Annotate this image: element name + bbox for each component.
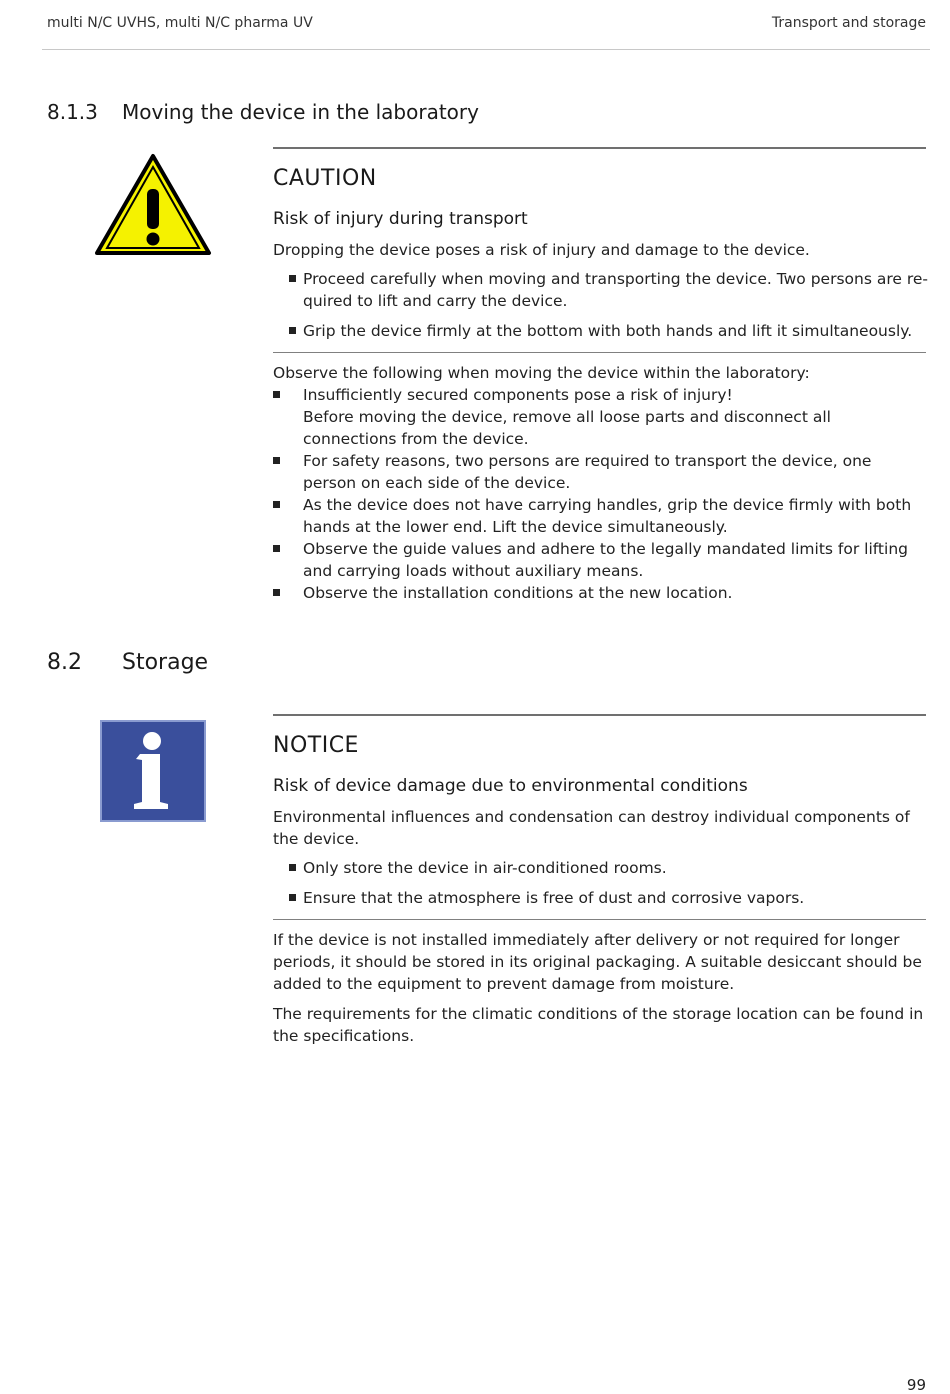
- running-header-left: multi N/C UVHS, multi N/C pharma UV: [47, 15, 313, 31]
- header-divider: [42, 49, 930, 50]
- caution-signal-word: CAUTION: [273, 166, 377, 191]
- list-item: Only store the device in air-conditioned rooms.: [273, 857, 928, 879]
- caution-list: [273, 268, 928, 350]
- info-icon: [100, 720, 206, 822]
- section-title: Moving the device in the laboratory: [122, 100, 479, 124]
- running-header-right: Transport and storage: [771, 15, 926, 31]
- section-title: Storage: [122, 650, 209, 675]
- caution-bottom-rule: [273, 352, 926, 353]
- notice-list: [273, 857, 928, 917]
- warning-triangle-icon: [94, 153, 212, 257]
- list-item: As the device does not have carrying handles, grip the device firmly with both hands at the lower end. Lift the device simultaneously.: [273, 494, 928, 538]
- list-item: Grip the device firmly at the bottom with both hands and lift it simultaneously.: [273, 320, 928, 342]
- section-number: 8.1.3: [47, 100, 98, 124]
- list-item: Proceed carefully when moving and transporting the device. Two persons are re-quired to lift and carry the device.: [273, 268, 928, 312]
- caution-top-rule: [273, 147, 926, 149]
- storage-paragraph: If the device is not installed immediately after delivery or not required for longer periods, it should be stored in its original packaging. A suitable desiccant should be added to the equipment to prevent damage from moisture.: [273, 931, 922, 993]
- list-item: Observe the guide values and adhere to the legally mandated limits for lifting and carrying loads without auxiliary means.: [273, 538, 928, 582]
- notice-bottom-rule: [273, 919, 926, 920]
- page-number: 99: [906, 1376, 926, 1394]
- notice-top-rule: [273, 714, 926, 716]
- section-number: 8.2: [47, 650, 82, 675]
- list-item: Observe the installation conditions at the new location.: [273, 582, 928, 604]
- storage-paragraph: The requirements for the climatic conditions of the storage location can be found in the specifications.: [273, 1005, 924, 1045]
- caution-text: Dropping the device poses a risk of injury and damage to the device.: [273, 241, 810, 259]
- notice-text: Environmental influences and condensation can destroy individual components of the device.: [273, 808, 910, 848]
- moving-list: [273, 384, 928, 604]
- list-item: Insufficiently secured components pose a risk of injury! Before moving the device, remove all loose parts and disconnect all connections from the device.: [273, 384, 928, 450]
- notice-heading: Risk of device damage due to environmental conditions: [273, 776, 748, 796]
- notice-signal-word: NOTICE: [273, 733, 359, 758]
- caution-heading: Risk of injury during transport: [273, 209, 528, 229]
- moving-intro: Observe the following when moving the device within the laboratory:: [273, 364, 810, 382]
- list-item: For safety reasons, two persons are required to transport the device, one person on each side of the device.: [273, 450, 928, 494]
- list-item: Ensure that the atmosphere is free of dust and corrosive vapors.: [273, 887, 928, 909]
